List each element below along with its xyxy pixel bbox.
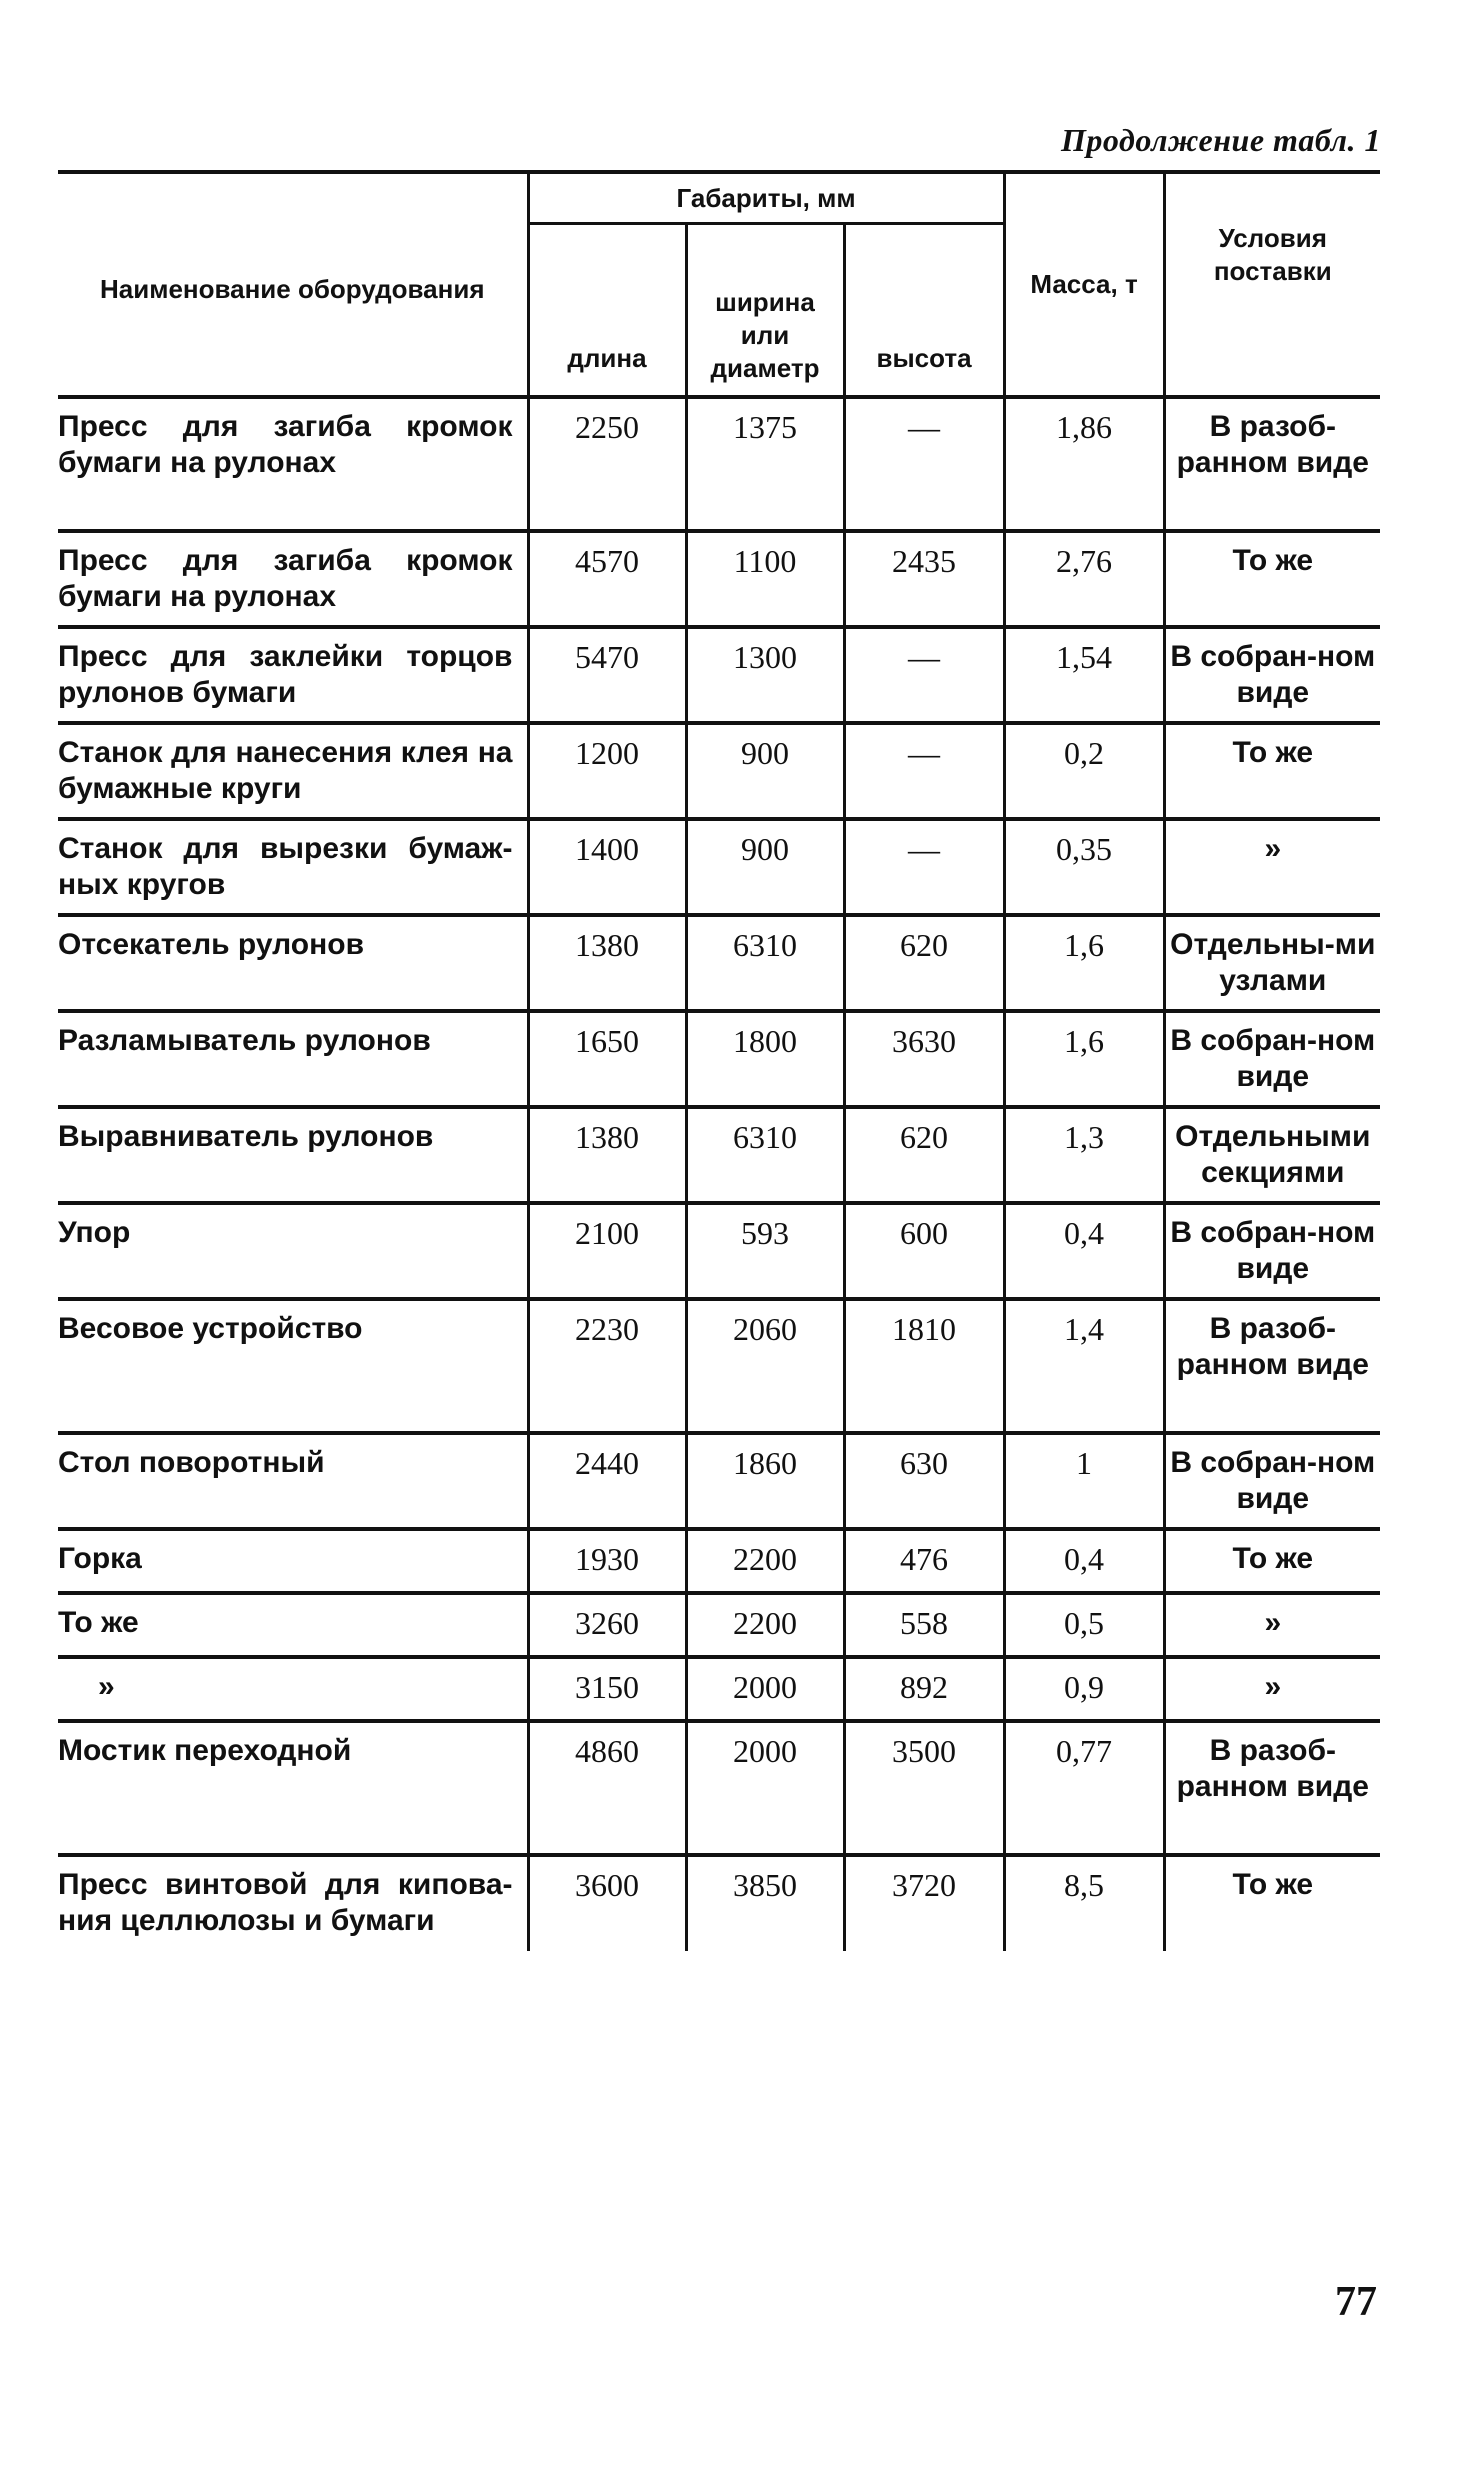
cell-mass: 0,9 — [1004, 1657, 1164, 1721]
column-header-conditions: Условия поставки — [1164, 172, 1380, 397]
cell-mass: 0,77 — [1004, 1721, 1164, 1855]
cell-height: 558 — [844, 1593, 1004, 1657]
cell-mass: 1,54 — [1004, 627, 1164, 723]
cell-mass: 0,4 — [1004, 1203, 1164, 1299]
cell-height: 2435 — [844, 531, 1004, 627]
cell-mass: 8,5 — [1004, 1855, 1164, 1951]
table-row — [58, 531, 1380, 627]
cell-conditions: Отдельны-ми узлами — [1164, 915, 1380, 1011]
cell-height: — — [844, 819, 1004, 915]
cell-name: Станок для вырезки бумаж-ных кругов — [58, 819, 528, 915]
cell-name: Пресс для загиба кромок бумаги на рулонах — [58, 531, 528, 627]
cell-length: 2440 — [528, 1433, 686, 1529]
cell-conditions: То же — [1164, 531, 1380, 627]
cell-width: 3850 — [686, 1855, 844, 1951]
table-row — [58, 1011, 1380, 1107]
cell-mass: 1,3 — [1004, 1107, 1164, 1203]
cell-length: 3600 — [528, 1855, 686, 1951]
cell-mass: 2,76 — [1004, 531, 1164, 627]
cell-height: 892 — [844, 1657, 1004, 1721]
cell-width: 593 — [686, 1203, 844, 1299]
cell-mass: 0,2 — [1004, 723, 1164, 819]
cell-height: 630 — [844, 1433, 1004, 1529]
cell-length: 4860 — [528, 1721, 686, 1855]
cell-conditions: В разоб-ранном виде — [1164, 1721, 1380, 1855]
table-row — [58, 397, 1380, 531]
cell-conditions: В собран-ном виде — [1164, 1203, 1380, 1299]
cell-height: 620 — [844, 915, 1004, 1011]
column-header-length: длина — [528, 224, 686, 398]
cell-length: 2100 — [528, 1203, 686, 1299]
cell-length: 1380 — [528, 1107, 686, 1203]
table-row — [58, 627, 1380, 723]
cell-conditions: » — [1164, 819, 1380, 915]
cell-conditions: В собран-ном виде — [1164, 627, 1380, 723]
cell-mass: 0,4 — [1004, 1529, 1164, 1593]
cell-conditions: » — [1164, 1593, 1380, 1657]
cell-height: 3500 — [844, 1721, 1004, 1855]
cell-name: Пресс винтовой для кипова-ния целлюлозы и бумаги — [58, 1855, 528, 1951]
cell-width: 2000 — [686, 1657, 844, 1721]
column-header-dimensions: Габариты, мм — [528, 172, 1004, 224]
cell-height: — — [844, 723, 1004, 819]
cell-height: 620 — [844, 1107, 1004, 1203]
cell-length: 2230 — [528, 1299, 686, 1433]
cell-mass: 0,35 — [1004, 819, 1164, 915]
cell-name: Упор — [58, 1203, 528, 1299]
cell-height: 476 — [844, 1529, 1004, 1593]
table-row — [58, 1299, 1380, 1433]
page-number: 77 — [1335, 2279, 1377, 2325]
cell-name: Пресс для заклейки торцов рулонов бумаги — [58, 627, 528, 723]
cell-name: Пресс для загиба кромок бумаги на рулонах — [58, 397, 528, 531]
cell-mass: 1 — [1004, 1433, 1164, 1529]
cell-name: » — [58, 1657, 528, 1721]
cell-height: — — [844, 397, 1004, 531]
cell-length: 1930 — [528, 1529, 686, 1593]
cell-conditions: То же — [1164, 1855, 1380, 1951]
cell-width: 2200 — [686, 1529, 844, 1593]
cell-width: 2000 — [686, 1721, 844, 1855]
cell-length: 1380 — [528, 915, 686, 1011]
column-header-width: ширина или диаметр — [686, 224, 844, 398]
cell-name: Горка — [58, 1529, 528, 1593]
cell-length: 3260 — [528, 1593, 686, 1657]
cell-mass: 1,4 — [1004, 1299, 1164, 1433]
cell-conditions: В собран-ном виде — [1164, 1011, 1380, 1107]
cell-mass: 0,5 — [1004, 1593, 1164, 1657]
cell-length: 1400 — [528, 819, 686, 915]
cell-name: Мостик переходной — [58, 1721, 528, 1855]
cell-length: 3150 — [528, 1657, 686, 1721]
cell-conditions: То же — [1164, 723, 1380, 819]
cell-height: 3720 — [844, 1855, 1004, 1951]
cell-name: Стол поворотный — [58, 1433, 528, 1529]
equipment-table — [58, 170, 1380, 1951]
cell-width: 1375 — [686, 397, 844, 531]
cell-width: 1860 — [686, 1433, 844, 1529]
cell-width: 6310 — [686, 1107, 844, 1203]
cell-width: 900 — [686, 723, 844, 819]
table-row — [58, 1107, 1380, 1203]
table-row — [58, 1593, 1380, 1657]
cell-width: 2200 — [686, 1593, 844, 1657]
cell-height: — — [844, 627, 1004, 723]
cell-length: 5470 — [528, 627, 686, 723]
cell-name: Станок для нанесения клея на бумажные круги — [58, 723, 528, 819]
cell-mass: 1,6 — [1004, 1011, 1164, 1107]
cell-width: 1800 — [686, 1011, 844, 1107]
cell-name: Отсекатель рулонов — [58, 915, 528, 1011]
cell-mass: 1,86 — [1004, 397, 1164, 531]
cell-length: 1200 — [528, 723, 686, 819]
column-header-name: Наименование оборудования — [58, 172, 528, 397]
cell-width: 1300 — [686, 627, 844, 723]
table-row — [58, 819, 1380, 915]
table-row — [58, 1529, 1380, 1593]
cell-conditions: Отдельными секциями — [1164, 1107, 1380, 1203]
cell-height: 600 — [844, 1203, 1004, 1299]
cell-height: 1810 — [844, 1299, 1004, 1433]
table-row — [58, 915, 1380, 1011]
cell-conditions: » — [1164, 1657, 1380, 1721]
cell-width: 900 — [686, 819, 844, 915]
cell-width: 1100 — [686, 531, 844, 627]
cell-length: 4570 — [528, 531, 686, 627]
table-continuation-caption: Продолжение табл. 1 — [1061, 122, 1381, 158]
table-row — [58, 1203, 1380, 1299]
cell-length: 2250 — [528, 397, 686, 531]
cell-name: Весовое устройство — [58, 1299, 528, 1433]
column-header-height: высота — [844, 224, 1004, 398]
cell-height: 3630 — [844, 1011, 1004, 1107]
cell-length: 1650 — [528, 1011, 686, 1107]
cell-conditions: То же — [1164, 1529, 1380, 1593]
cell-conditions: В разоб-ранном виде — [1164, 1299, 1380, 1433]
cell-width: 6310 — [686, 915, 844, 1011]
cell-name: Выравниватель рулонов — [58, 1107, 528, 1203]
table-row — [58, 1433, 1380, 1529]
cell-conditions: В собран-ном виде — [1164, 1433, 1380, 1529]
cell-width: 2060 — [686, 1299, 844, 1433]
table-row — [58, 1657, 1380, 1721]
cell-name: Разламыватель рулонов — [58, 1011, 528, 1107]
cell-name: То же — [58, 1593, 528, 1657]
column-header-mass: Масса, т — [1004, 172, 1164, 397]
cell-mass: 1,6 — [1004, 915, 1164, 1011]
table-row — [58, 723, 1380, 819]
cell-conditions: В разоб-ранном виде — [1164, 397, 1380, 531]
table-row — [58, 1721, 1380, 1855]
table-row — [58, 1855, 1380, 1951]
